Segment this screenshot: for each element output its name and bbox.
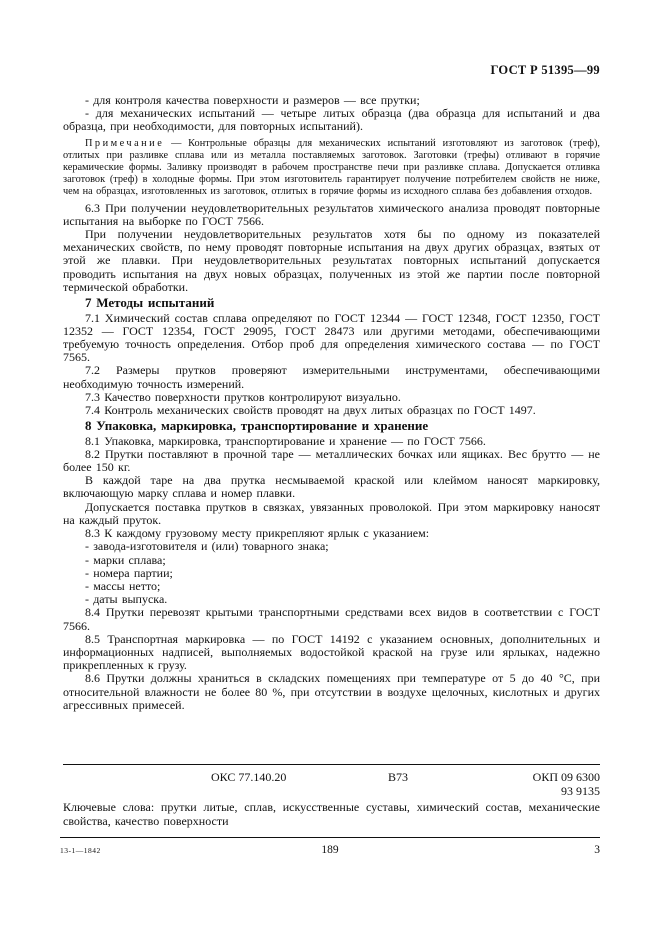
codes-row [63,770,600,784]
paragraph: При получении неудовлетворительных результатов хотя бы по одному из показателей механических свойств, по нему проводят повторные испытания на двух других образцах, взятых от этой же плавки. При неудовлетворительных результатах повторных испытаний допускается проводить испытания на двух новых образцах, полученных из этой же партии после повторной термической обработки. [63,227,600,294]
document-body [63,94,600,712]
footer-row [60,844,600,856]
okp-code-line1: ОКП 09 6300 [532,770,600,784]
paragraph: - марки сплава; [85,552,166,567]
top-divider [63,764,600,765]
paragraph: 8.6 Прутки должны храниться в складских помещениях при температуре от 5 до 40 °С, при относительной влажности не более 80 %, при отсутствии в воздухе щелочных, кислотных и других агрессивных примесей. [63,671,600,712]
note-label: Примечание [85,137,165,149]
paragraph: 8.5 Транспортная маркировка — по ГОСТ 14192 с указанием основных, дополнительных и информационных надписей, выполняемых водостойкой краской на грузе или ярлыках, надежно прикрепленных к грузу. [63,631,600,673]
keywords-text: Ключевые слова: прутки литые, сплав, искусственные суставы, химический состав, механические свойства, качество поверхности [63,800,600,828]
note-paragraph [63,138,600,199]
paragraph: 7.4 Контроль механических свойств проводят на двух литых образцах по ГОСТ 1497. [85,402,536,417]
page-footer [60,837,600,856]
paragraph: Допускается поставка прутков в связках, увязанных проволокой. При этом маркировку наносят на каждый пруток. [63,499,600,527]
paragraph: - для контроля качества поверхности и размеров — все прутки; [85,93,420,107]
paragraph: 8.4 Прутки перевозят крытыми транспортными средствами всех видов в соответствии с ГОСТ 7566. [63,605,600,633]
note-text: — Контрольные образцы для механических испытаний изготовляют из заготовок (треф), отлитых при разливке сплава или из металла поставляемых заготовок. Заготовки (трефы) отливают в горячие керамические формы. Заливку производят в рабочем пространстве печи при разливке сплава. Допускается отливка заготовок (треф) в холодные формы. При этом изготовитель гарантирует получение потребителем свойств не ниже, чем на образцах, изготовленных из заготовок, отлитых в горячие формы из исходного сплава без добавления отходов. [63,137,600,198]
paragraph: - завода-изготовителя и (или) товарного знака; [85,539,329,554]
paragraph: 7.2 Размеры прутков проверяют измерительными инструментами, обеспечивающими необходимую точность измерений. [63,363,600,391]
section-heading: 7 Методы испытаний [85,295,215,311]
paragraph: В каждой таре на два прутка несмываемой краской или клеймом наносят маркировку, включающую марку сплава и номер плавки. [63,473,600,501]
paragraph: 8.1 Упаковка, маркировка, транспортирование и хранение — по ГОСТ 7566. [85,433,486,448]
paragraph: 8.2 Прутки поставляют в прочной таре — металлических бочках или ящиках. Вес брутто — не более 150 кг. [63,446,600,475]
paragraph: 6.3 При получении неудовлетворительных результатов химического анализа проводят повторные испытания на выборке по ГОСТ 7566. [63,200,600,228]
paragraph: - для механических испытаний — четыре литых образца (два образца для испытаний и два образца, при необходимости, для повторных испытаний). [63,106,600,134]
paragraph: 7.1 Химический состав сплава определяют по ГОСТ 12344 — ГОСТ 12348, ГОСТ 12350, ГОСТ 12352 — ГОСТ 12354, ГОСТ 29095, ГОСТ 28473 или другими методами, обеспечивающими требуемую точность определения. Отбор проб для определения химического состава — по ГОСТ 7565. [63,310,600,365]
footer-divider [60,837,600,838]
footer-print-code: 13-1—1842 [60,846,101,855]
group-code: В73 [388,770,409,784]
okp-code-line2: 93 9135 [561,784,600,798]
section-heading: 8 Упаковка, маркировка, транспортирование и хранение [85,418,429,434]
paragraph: - номера партии; [85,565,173,580]
paragraph: - даты выпуска. [85,592,168,607]
doc-number: ГОСТ Р 51395—99 [490,63,600,77]
codes-block [63,764,600,828]
oks-code: ОКС 77.140.20 [211,770,287,784]
paragraph: 8.3 К каждому грузовому месту прикрепляют ярлык с указанием: [85,526,430,541]
footer-page-number: 3 [594,844,600,856]
paragraph: 7.3 Качество поверхности прутков контролируют визуально. [85,389,401,404]
footer-center-page-number: 189 [321,844,339,856]
paragraph: - массы нетто; [85,578,161,593]
